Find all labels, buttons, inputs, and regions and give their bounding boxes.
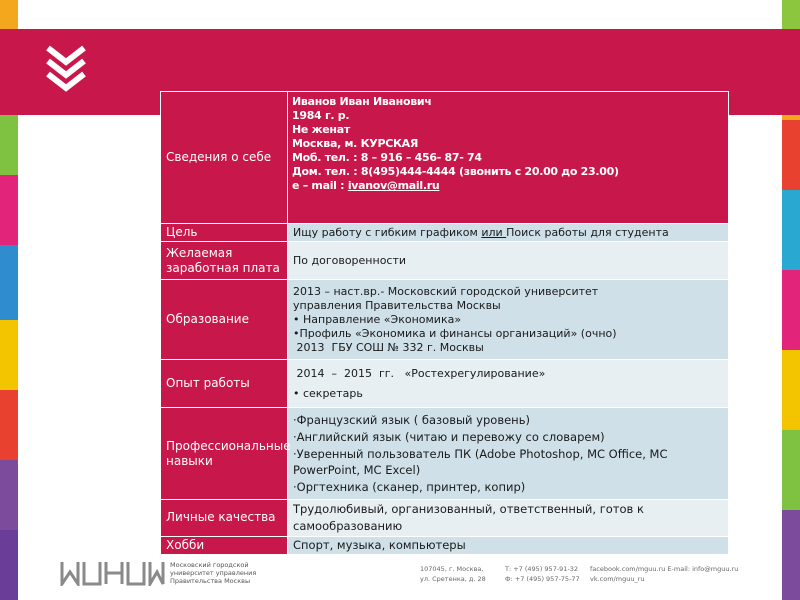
education-line: управления Правительства Москвы [293, 298, 501, 312]
email-label: e – mail : [292, 179, 348, 193]
email-link[interactable]: ivanov@mail.ru [347, 179, 440, 193]
education-value [288, 280, 729, 360]
edge-segment [782, 190, 800, 270]
table-row [161, 92, 729, 224]
footer-phones [505, 564, 580, 584]
skills-value [288, 408, 729, 500]
row-label: Желаемая заработная плата [161, 242, 288, 280]
footer [0, 548, 800, 600]
salary-value: По договоренности [288, 242, 729, 280]
table-row [161, 408, 729, 500]
university-name [170, 561, 256, 585]
goal-value [288, 224, 729, 242]
experience-position: • секретарь [293, 386, 363, 400]
edge-segment [0, 460, 18, 530]
footer-web [590, 564, 738, 584]
row-label: Сведения о себе [161, 92, 288, 224]
row-label: Образование [161, 280, 288, 360]
experience-period: 2014 – 2015 гг. «Ростехрегулирование» [293, 366, 546, 380]
edge-segment [0, 115, 18, 175]
goal-text: Ищу работу с гибким графиком [293, 225, 482, 239]
skill-item: ·Оргтехника (сканер, принтер, копир) [293, 479, 526, 494]
row-label: Личные качества [161, 500, 288, 536]
location: Москва, м. КУРСКАЯ [292, 137, 419, 151]
table-row [161, 242, 729, 280]
education-line: •Профиль «Экономика и финансы организаций» (очно) [293, 326, 617, 340]
full-name: Иванов Иван Иванович [292, 95, 432, 108]
triple-chevron-down-icon [44, 44, 88, 92]
goal-or: или [481, 225, 507, 239]
university-name-line: университет управления [170, 569, 257, 577]
table-row [161, 224, 729, 242]
table-row [161, 280, 729, 360]
resume-table [160, 91, 729, 555]
edge-segment [0, 390, 18, 460]
footer-address [420, 564, 486, 584]
edge-segment [782, 270, 800, 350]
experience-value [288, 360, 729, 408]
marital-status: Не женат [292, 123, 350, 137]
birth-year: 1984 г. р. [292, 109, 350, 123]
university-name-line: Правительства Москвы [170, 577, 251, 585]
education-line: 2013 ГБУ СОШ № 332 г. Москвы [293, 340, 484, 354]
home-phone: Дом. тел. : 8(495)444-4444 (звонить с 20.00 до 23.00) [292, 165, 619, 179]
goal-text-end: Поиск работы для студента [506, 225, 669, 239]
edge-segment [782, 430, 800, 510]
hobby-value: Спорт, музыка, компьютеры [288, 536, 729, 554]
address-line: ул. Сретенка, д. 28 [420, 575, 486, 583]
row-label: Опыт работы [161, 360, 288, 408]
university-name-line: Московский городской [170, 561, 249, 569]
phone-line: Т: +7 (495) 957-91-32 [505, 565, 579, 573]
edge-segment [0, 320, 18, 390]
skill-item: ·Английский язык (читаю и перевожу со словарем) [293, 430, 605, 445]
fax-line: Ф: +7 (495) 957-75-77 [505, 575, 580, 583]
row-label: Профессиональные навыки [161, 408, 288, 500]
web-line[interactable]: facebook.com/mguu.ru E-mail: info@mguu.ru [590, 565, 739, 573]
email-line [292, 179, 724, 193]
mobile-phone: Моб. тел. : 8 – 916 – 456- 87- 74 [292, 151, 482, 165]
education-line: 2013 – наст.вр.- Московский городской университет [293, 284, 599, 298]
table-row [161, 500, 729, 536]
mguu-logo-icon [60, 560, 165, 586]
edge-segment [782, 350, 800, 430]
skill-item: ·Французский язык ( базовый уровень) [293, 412, 530, 427]
row-label: Цель [161, 224, 288, 242]
education-line: • Направление «Экономика» [293, 312, 462, 326]
personal-info [288, 92, 729, 224]
address-line: 107045, г. Москва, [420, 565, 484, 573]
edge-segment [0, 175, 18, 245]
skill-item: ·Уверенный пользователь ПК (Adobe Photoshop, MC Office, MC PowerPoint, MC Excel) [293, 447, 668, 478]
qualities-value: Трудолюбивый, организованный, ответственный, готов к самообразованию [288, 500, 729, 536]
edge-segment [782, 120, 800, 190]
edge-segment [0, 245, 18, 320]
row-label: Хобби [161, 536, 288, 554]
web-line[interactable]: vk.com/mguu_ru [590, 575, 645, 583]
table-row [161, 360, 729, 408]
